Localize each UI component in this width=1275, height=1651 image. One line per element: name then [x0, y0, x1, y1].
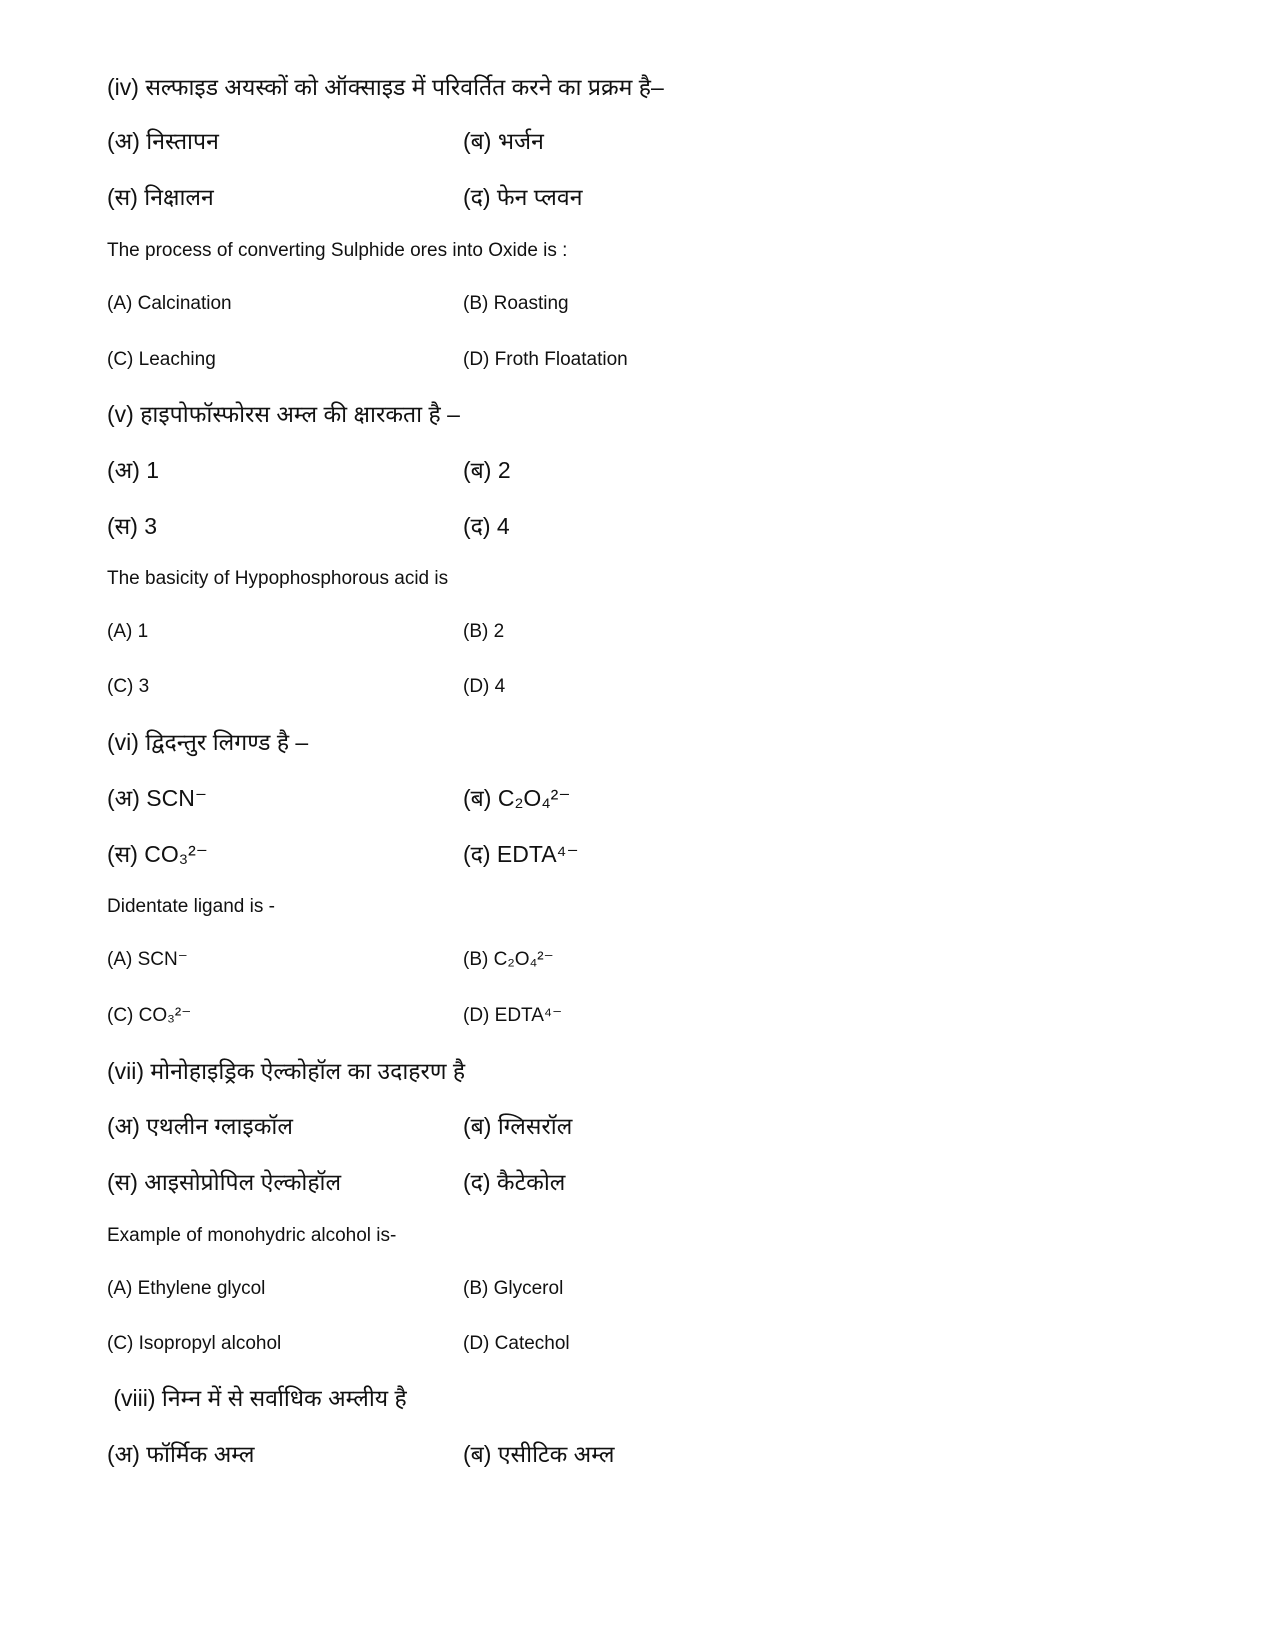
- options-row: [107, 1001, 1207, 1031]
- option: (अ) SCN⁻: [107, 785, 207, 811]
- question-text: The process of converting Sulphide ores into Oxide is :: [107, 240, 568, 261]
- option: (D) Froth Floatation: [463, 349, 628, 370]
- options-row: [107, 1167, 1207, 1197]
- question-v-english: [107, 564, 1207, 594]
- question-vii-english: [107, 1221, 1207, 1251]
- option: (अ) 1: [107, 457, 160, 483]
- option: (अ) निस्तापन: [107, 128, 219, 154]
- options-row: [107, 1111, 1207, 1141]
- option: (द) फेन प्लवन: [463, 184, 583, 210]
- option: (ब) भर्जन: [463, 128, 544, 154]
- options-row: [107, 839, 1207, 869]
- option: (ब) एसीटिक अम्ल: [463, 1441, 615, 1467]
- options-row: [107, 345, 1207, 375]
- options-row: [107, 126, 1207, 156]
- option: (द) कैटेकोल: [463, 1169, 566, 1195]
- option: (B) 2: [463, 621, 505, 642]
- options-row: [107, 617, 1207, 647]
- option: (C) CO₃²⁻: [107, 1005, 192, 1026]
- question-viii-hindi: [107, 1383, 1207, 1413]
- option: (C) Isopropyl alcohol: [107, 1333, 282, 1354]
- option: (ब) C₂O₄²⁻: [463, 785, 571, 811]
- options-row: [107, 1274, 1207, 1304]
- question-vii-hindi: [107, 1056, 1207, 1086]
- options-row: [107, 783, 1207, 813]
- question-vi-english: [107, 892, 1207, 922]
- option: (अ) फॉर्मिक अम्ल: [107, 1441, 255, 1467]
- question-text: (vi) द्विदन्तुर लिगण्ड है –: [107, 729, 309, 755]
- option: (A) Ethylene glycol: [107, 1278, 266, 1299]
- option: (D) EDTA⁴⁻: [463, 1005, 563, 1026]
- option: (द) EDTA⁴⁻: [463, 841, 579, 867]
- question-text: (viii) निम्न में से सर्वाधिक अम्लीय है: [107, 1385, 407, 1411]
- question-text: (iv) सल्फाइड अयस्कों को ऑक्साइड में परिवर्तित करने का प्रक्रम है–: [107, 74, 664, 100]
- option: (स) 3: [107, 513, 158, 539]
- option: (स) आइसोप्रोपिल ऐल्कोहॉल: [107, 1169, 342, 1195]
- question-iv-english: [107, 236, 1207, 266]
- option: (ब) ग्लिसरॉल: [463, 1113, 573, 1139]
- option: (D) 4: [463, 676, 506, 697]
- option: (A) 1: [107, 621, 149, 642]
- options-row: [107, 672, 1207, 702]
- options-row: [107, 945, 1207, 975]
- option: (B) Glycerol: [463, 1278, 564, 1299]
- options-row: [107, 455, 1207, 485]
- question-v-hindi: [107, 399, 1207, 429]
- question-text: Didentate ligand is -: [107, 896, 275, 917]
- options-row: [107, 1439, 1207, 1469]
- question-text: (vii) मोनोहाइड्रिक ऐल्कोहॉल का उदाहरण है: [107, 1058, 466, 1084]
- question-text: The basicity of Hypophosphorous acid is: [107, 568, 449, 589]
- option: (ब) 2: [463, 457, 511, 483]
- options-row: [107, 1329, 1207, 1359]
- option: (A) Calcination: [107, 293, 232, 314]
- option: (D) Catechol: [463, 1333, 570, 1354]
- option: (स) निक्षालन: [107, 184, 214, 210]
- option: (अ) एथलीन ग्लाइकॉल: [107, 1113, 293, 1139]
- option: (द) 4: [463, 513, 510, 539]
- question-vi-hindi: [107, 727, 1207, 757]
- option: (A) SCN⁻: [107, 949, 188, 970]
- option: (C) Leaching: [107, 349, 216, 370]
- question-iv-hindi: [107, 72, 1207, 102]
- option: (B) C₂O₄²⁻: [463, 949, 554, 970]
- options-row: [107, 511, 1207, 541]
- option: (स) CO₃²⁻: [107, 841, 208, 867]
- options-row: [107, 182, 1207, 212]
- question-text: Example of monohydric alcohol is-: [107, 1225, 397, 1246]
- option: (B) Roasting: [463, 293, 569, 314]
- question-text: (v) हाइपोफॉस्फोरस अम्ल की क्षारकता है –: [107, 401, 460, 427]
- options-row: [107, 289, 1207, 319]
- option: (C) 3: [107, 676, 150, 697]
